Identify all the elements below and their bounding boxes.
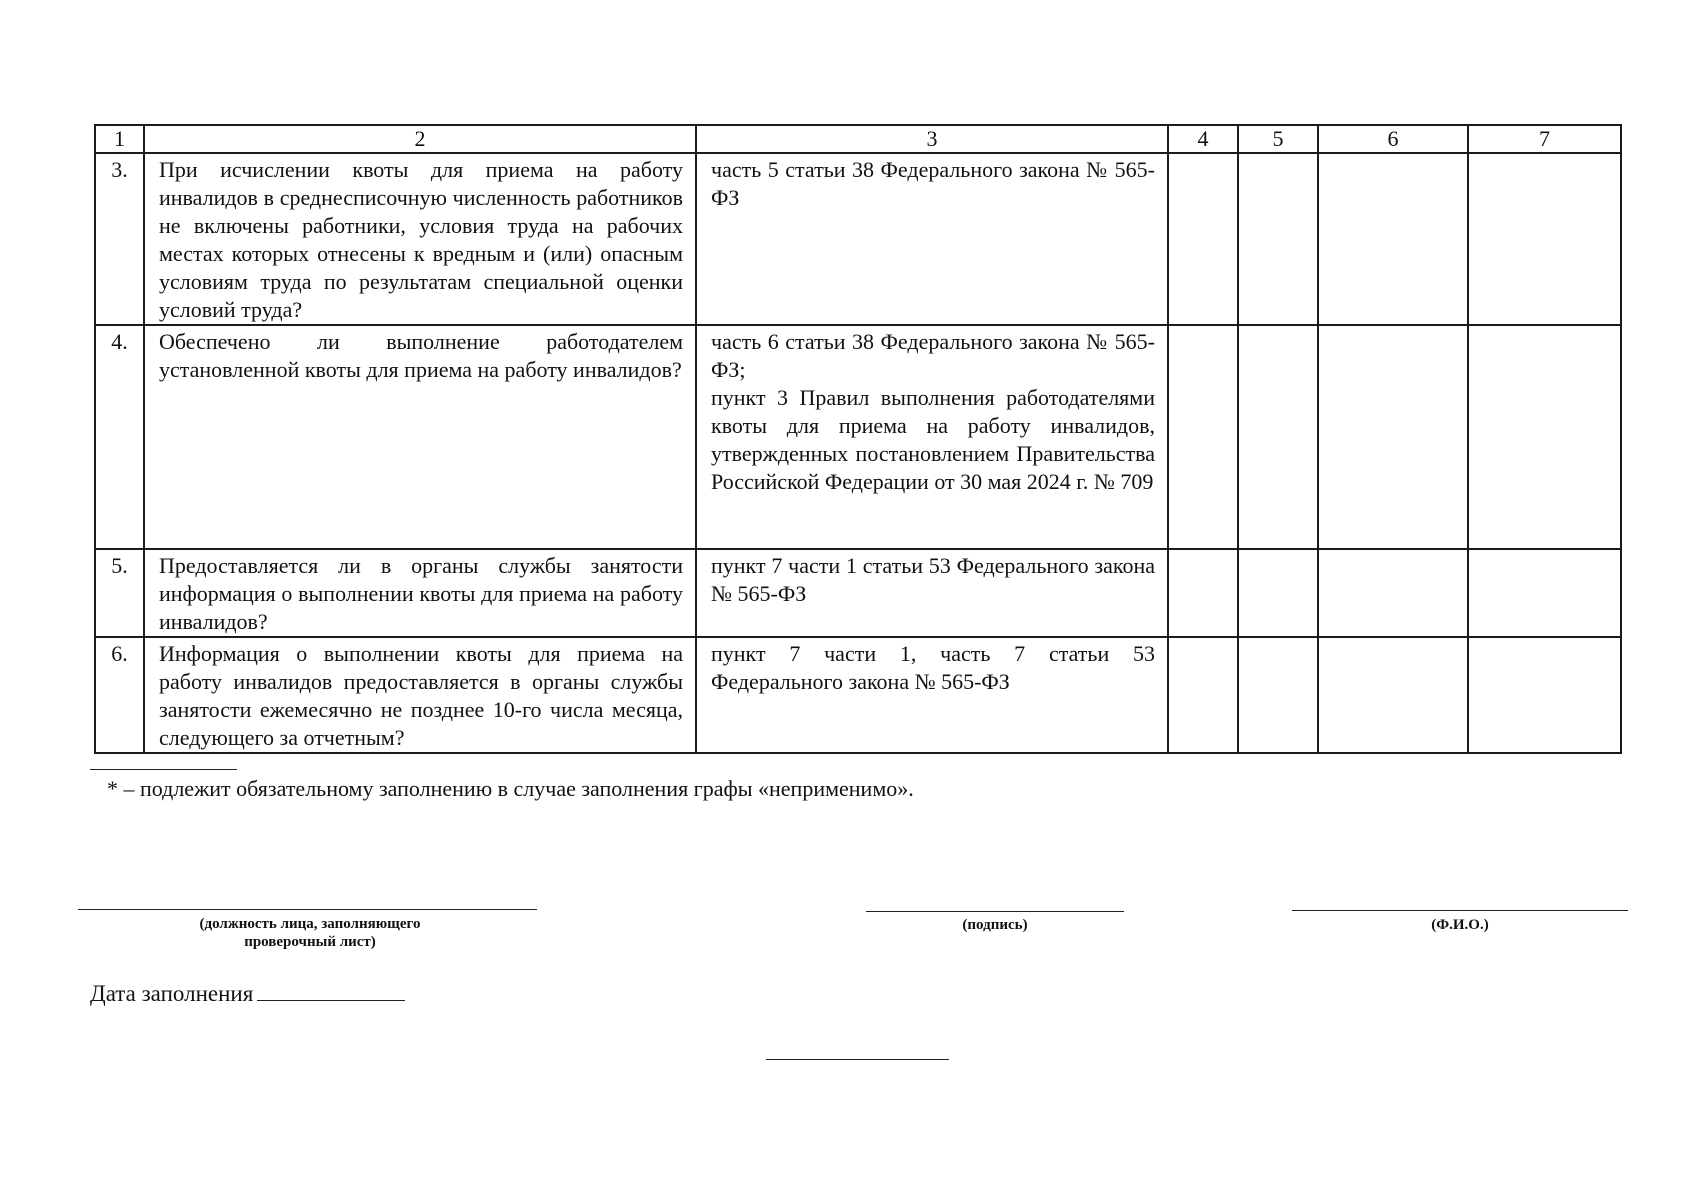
footnote-divider — [90, 769, 237, 770]
document-end-rule — [766, 1059, 949, 1060]
legal-reference-line: пункт 7 части 1 статьи 53 Федерального закона № 565-ФЗ — [711, 553, 1155, 606]
row-number: 4. — [95, 325, 144, 549]
legal-reference — [696, 325, 1168, 549]
legal-reference-line: пункт 7 части 1, часть 7 статьи 53 Федерального закона № 565-ФЗ — [711, 641, 1155, 694]
question-text: Информация о выполнении квоты для приема на работу инвалидов предоставляется в органы службы занятости ежемесячно не позднее 10-го числа месяца, следующего за отчетным? — [144, 637, 696, 753]
empty-cell-col5[interactable] — [1238, 637, 1318, 753]
legal-reference — [696, 549, 1168, 637]
signature-caption: (подпись) — [962, 917, 1028, 933]
position-signature-line[interactable] — [78, 909, 537, 910]
empty-cell-col4[interactable] — [1168, 153, 1238, 325]
question-text: Предоставляется ли в органы службы занятости информация о выполнении квоты для приема на работу инвалидов? — [144, 549, 696, 637]
legal-reference-line: часть 5 статьи 38 Федерального закона № 565-ФЗ — [711, 157, 1155, 210]
legal-reference-line: пункт 3 Правил выполнения работодателями квоты для приема на работу инвалидов, утвержденных постановлением Правительства Российской Федерации от 30 мая 2024 г. № 709 — [711, 385, 1155, 494]
empty-cell-col7[interactable] — [1468, 153, 1621, 325]
empty-cell-col4[interactable] — [1168, 325, 1238, 549]
row-number: 3. — [95, 153, 144, 325]
row-number: 5. — [95, 549, 144, 637]
row-number: 6. — [95, 637, 144, 753]
column-header-5: 5 — [1238, 125, 1318, 153]
legal-reference — [696, 153, 1168, 325]
column-header-1: 1 — [95, 125, 144, 153]
column-header-6: 6 — [1318, 125, 1468, 153]
signature-line[interactable] — [866, 911, 1124, 912]
column-header-4: 4 — [1168, 125, 1238, 153]
position-caption: (должность лица, заполняющего проверочный лист) — [199, 916, 421, 950]
empty-cell-col6[interactable] — [1318, 637, 1468, 753]
legal-reference-line: часть 6 статьи 38 Федерального закона № 565-ФЗ; — [711, 329, 1155, 382]
empty-cell-col7[interactable] — [1468, 637, 1621, 753]
empty-cell-col4[interactable] — [1168, 549, 1238, 637]
footnote-text: * – подлежит обязательному заполнению в случае заполнения графы «неприменимо». — [107, 776, 914, 801]
empty-cell-col6[interactable] — [1318, 549, 1468, 637]
empty-cell-col5[interactable] — [1238, 549, 1318, 637]
question-text: При исчислении квоты для приема на работу инвалидов в среднесписочную численность работников не включены работники, условия труда на рабочих местах которых отнесены к вредным и (или) опасным условиям труда по результатам специальной оценки условий труда? — [144, 153, 696, 325]
empty-cell-col6[interactable] — [1318, 325, 1468, 549]
column-header-2: 2 — [144, 125, 696, 153]
legal-reference — [696, 637, 1168, 753]
name-caption: (Ф.И.О.) — [1431, 917, 1489, 933]
empty-cell-col7[interactable] — [1468, 325, 1621, 549]
table-row — [95, 637, 1621, 753]
date-label: Дата заполнения — [90, 981, 254, 1006]
table-row — [95, 153, 1621, 325]
empty-cell-col5[interactable] — [1238, 153, 1318, 325]
table-row — [95, 325, 1621, 549]
empty-cell-col6[interactable] — [1318, 153, 1468, 325]
date-field[interactable] — [257, 978, 405, 1001]
empty-cell-col7[interactable] — [1468, 549, 1621, 637]
column-header-3: 3 — [696, 125, 1168, 153]
empty-cell-col4[interactable] — [1168, 637, 1238, 753]
table-header-row — [95, 125, 1621, 153]
name-signature-line[interactable] — [1292, 910, 1628, 911]
date-row — [90, 978, 405, 1008]
checklist-table — [94, 124, 1622, 754]
table-row — [95, 549, 1621, 637]
question-text: Обеспечено ли выполнение работодателем установленной квоты для приема на работу инвалидов? — [144, 325, 696, 549]
empty-cell-col5[interactable] — [1238, 325, 1318, 549]
column-header-7: 7 — [1468, 125, 1621, 153]
